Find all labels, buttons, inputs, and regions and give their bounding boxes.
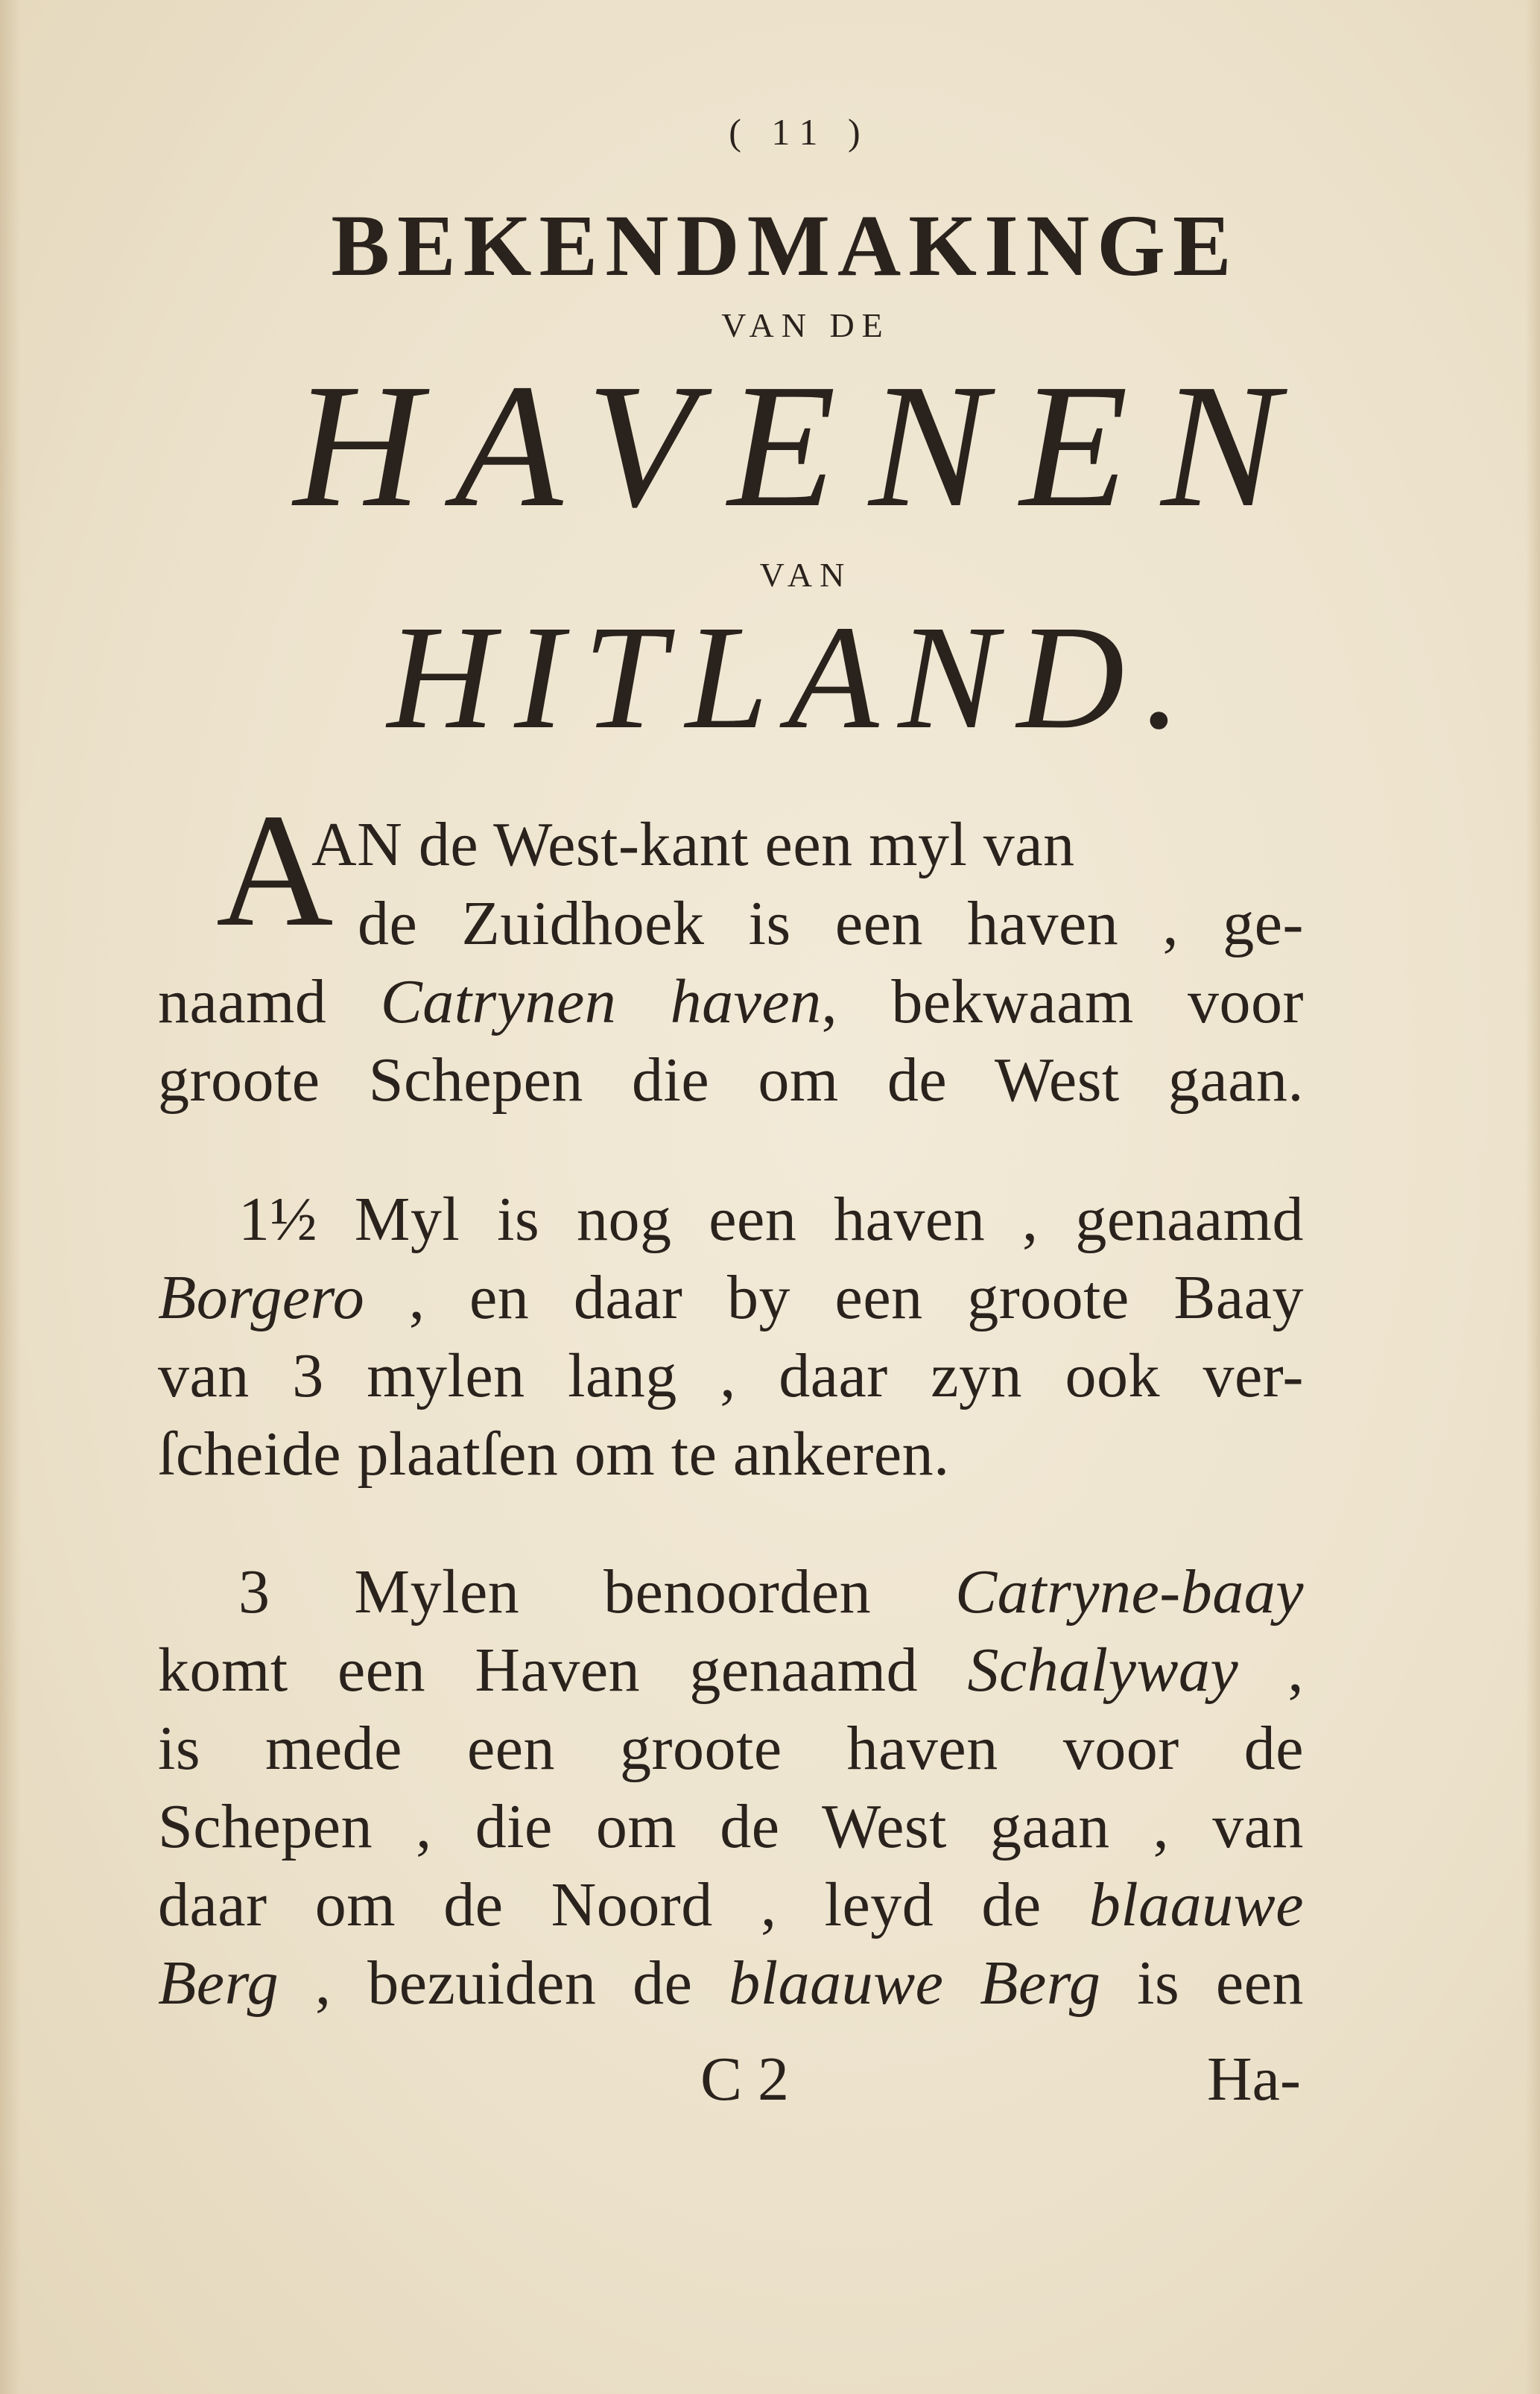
place-name-catrynen-haven: Catrynen haven [380, 967, 822, 1036]
text-segment: daar om de Noord , leyd de [158, 1870, 1089, 1939]
paragraph2-line4: ſcheide plaatſen om te ankeren. [158, 1419, 950, 1489]
paragraph1-line2: de Zuidhoek is een haven , ge- [358, 889, 1304, 958]
place-name-blaauwe-berg: blaauwe Berg [729, 1948, 1101, 2018]
paragraph1-line4: groote Schepen die om de West gaan. [158, 1045, 1304, 1115]
paragraph3-line6 [158, 1948, 1304, 2018]
paragraph3-line2 [158, 1635, 1304, 1705]
place-name-schalyway: Schalyway [967, 1635, 1239, 1705]
place-name-catryne-baay: Catryne-baay [955, 1557, 1304, 1627]
text-segment: 3 Mylen benoorden [238, 1557, 956, 1627]
title-connector-van: VAN [759, 556, 852, 594]
paragraph3-line4: Schepen , die om de West gaan , van [158, 1792, 1304, 1861]
paragraph3-line3: is mede een groote haven voor de [158, 1714, 1304, 1783]
text-segment: , bezuiden de [279, 1948, 729, 2018]
text-segment: , [1238, 1635, 1304, 1705]
drop-cap: A [216, 781, 334, 960]
title-connector-van-de: VAN DE [721, 306, 890, 344]
text-segment: is een [1100, 1948, 1304, 2018]
place-name-blaauwe: blaauwe [1089, 1870, 1304, 1939]
paragraph1-line1 [311, 810, 1304, 879]
title-hitland: HITLAND. [387, 595, 1201, 760]
signature-mark: C 2 [700, 2045, 790, 2114]
place-name-borgero: Borgero [158, 1263, 365, 1332]
paragraph3-line5 [158, 1870, 1304, 1939]
paragraph2-line3: van 3 mylen lang , daar zyn ook ver- [158, 1341, 1304, 1410]
text-segment: , bekwaam voor [821, 967, 1305, 1036]
paragraph2-line2 [158, 1263, 1304, 1332]
paragraph2-line1: 1½ Myl is nog een haven , genaamd [238, 1185, 1304, 1254]
title-bekendmakinge: BEKENDMAKINGE [331, 197, 1239, 294]
catchword: Ha- [1207, 2045, 1301, 2114]
text-segment: AN de West-kant een myl van [311, 810, 1075, 879]
text-segment: komt een Haven genaamd [158, 1635, 968, 1705]
paragraph3-line1 [238, 1557, 1304, 1627]
paragraph1-line3 [158, 967, 1305, 1036]
title-havenen: HAVENEN [293, 348, 1313, 544]
text-segment: naamd [158, 967, 381, 1036]
place-name-berg: Berg [158, 1948, 279, 2018]
page-number: ( 11 ) [729, 111, 871, 153]
text-segment: , en daar by een groote Baay [364, 1263, 1304, 1332]
